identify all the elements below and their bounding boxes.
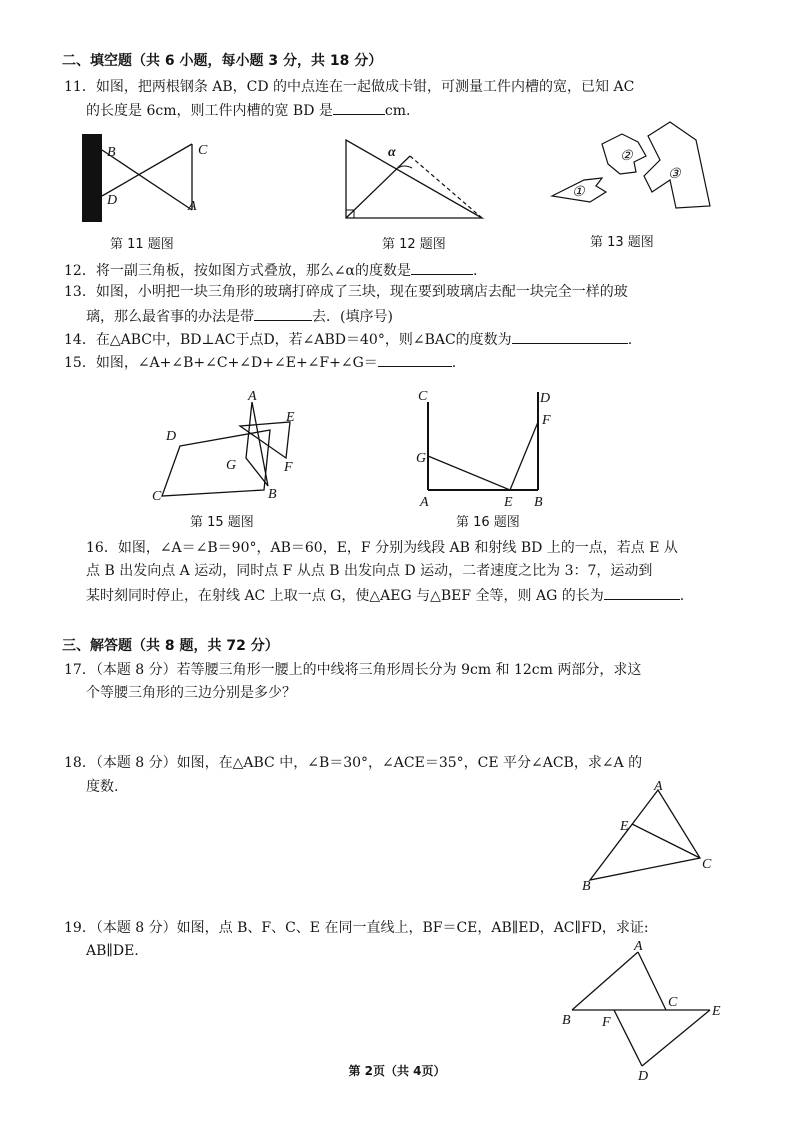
q15 [64,352,456,372]
fig13-label-2: ② [620,149,633,164]
fig12-label-alpha: α [388,145,396,160]
fig15-label-c: C [152,489,162,504]
fig19-label-e: E [712,1004,721,1019]
q16-line1: 16．如图，∠A＝∠B＝90°，AB＝60，E，F 分别为线段 AB 和射线 BD 上的一点，若点 E 从 [86,540,678,556]
fig19-label-c: C [668,995,678,1010]
q14-answer-blank[interactable] [512,329,628,344]
section-2-heading: 二、填空题（共 6 小题，每小题 3 分，共 18 分） [62,53,383,69]
fig18-label-a: A [654,779,663,794]
q14-text: 14．在△ABC中，BD⊥AC于点D，若∠ABD＝40°，则∠BAC的度数为 [64,332,512,348]
figure-15 [150,388,310,506]
q12-text: 12．将一副三角板，按如图方式叠放，那么∠α的度数是 [64,263,411,279]
fig11-label-a: A [188,199,197,214]
fig16-label-g: G [416,451,427,466]
q13-line2 [86,306,393,326]
q16-line2: 点 B 出发向点 A 运动，同时点 F 从点 B 出发向点 D 运动，二者速度之比为 3：7，运动到 [86,563,653,579]
caption-fig12: 第 12 题图 [382,237,446,252]
fig19-label-a: A [634,939,643,954]
fig16-label-c: C [418,389,428,404]
figure-18 [578,780,718,894]
caption-fig11: 第 11 题图 [110,237,174,252]
fig15-label-d: D [166,429,177,444]
q17-line1: 17．（本题 8 分）若等腰三角形一腰上的中线将三角形周长分为 9cm 和 12cm 两部分，求这 [64,662,642,678]
fig19-segment-fd [614,1010,642,1066]
section-3-heading: 三、解答题（共 8 题，共 72 分） [62,638,279,654]
q19-line2: AB∥DE. [86,943,139,959]
fig12-dashed-edge [410,156,482,218]
q16-line3 [86,585,684,605]
q15-text: 15．如图，∠A+∠B+∠C+∠D+∠E+∠F+∠G＝ [64,355,378,371]
q11-unit: cm. [384,103,411,119]
fig13-label-1: ① [572,185,585,200]
fig11-workpiece [82,134,102,222]
fig19-segment-de [642,1010,710,1066]
fig19-label-f: F [602,1015,611,1030]
page-footer: 第 2页（共 4页） [348,1064,446,1078]
figure-11 [80,132,220,228]
fig18-label-c: C [702,857,712,872]
figure-12 [342,138,488,222]
fig12-hyp-small [346,156,410,218]
figure-16 [416,384,556,510]
fig16-segment-ef [510,422,538,490]
q14 [64,329,632,349]
q12 [64,260,477,280]
q12-answer-blank[interactable] [411,260,473,275]
q15-end: . [451,355,457,371]
fig16-label-f: F [542,413,551,428]
fig13-label-3: ③ [668,167,681,182]
figure-13 [548,118,716,218]
fig16-label-b: B [534,495,543,510]
q18-line2: 度数. [86,779,119,795]
q19-line1: 19．（本题 8 分）如图，点 B、F、C、E 在同一直线上，BF＝CE，AB∥ED，AC∥FD，求证: [64,920,649,936]
fig15-label-b: B [268,487,277,502]
fig16-segment-ge [428,456,510,490]
fig19-label-b: B [562,1013,571,1028]
q18-line1: 18．（本题 8 分）如图，在△ABC 中，∠B＝30°，∠ACE＝35°，CE 平分∠ACB，求∠A 的 [64,755,643,771]
fig15-label-f: F [284,460,293,475]
fig15-label-g: G [226,458,237,473]
fig19-label-d: D [638,1069,649,1084]
caption-fig15: 第 15 题图 [190,515,254,530]
q16-text: 某时刻同时停止，在射线 AC 上取一点 G，使△AEG 与△BEF 全等，则 AG 的长为 [86,588,604,604]
fig19-segment-ac [638,952,666,1010]
fig15-quadrilateral [162,430,270,496]
q11-text: 的长度是 6cm，则工件内槽的宽 BD 是 [86,103,333,119]
q11-line1: 11．如图，把两根钢条 AB，CD 的中点连在一起做成卡钳，可测量工件内槽的宽，已知 AC [64,79,635,95]
fig15-triangle-agb [246,402,268,486]
q11-line2 [86,100,410,120]
fig12-triangle-big [346,140,482,218]
fig18-label-b: B [582,879,591,894]
q17-line2: 个等腰三角形的三边分别是多少？ [86,685,296,701]
fig16-label-a: A [420,495,429,510]
fig15-label-a: A [248,389,257,404]
q13-end: 去．(填序号) [312,309,393,325]
q15-answer-blank[interactable] [378,352,452,367]
caption-fig13: 第 13 题图 [590,235,654,250]
fig11-label-c: C [198,143,208,158]
fig16-label-e: E [504,495,513,510]
fig11-label-b: B [107,145,116,160]
figure-19 [560,938,730,1084]
fig11-label-d: D [107,193,118,208]
fig18-label-e: E [620,819,629,834]
q13-line1: 13．如图，小明把一块三角形的玻璃打碎成了三块，现在要到玻璃店去配一块完全一样的玻 [64,284,628,300]
fig18-triangle-abc [590,790,700,880]
q12-end: . [473,263,478,279]
q16-end: . [679,588,685,604]
q16-answer-blank[interactable] [604,585,680,600]
q13-answer-blank[interactable] [254,306,312,321]
fig16-label-d: D [540,391,551,406]
fig19-segment-ab [572,952,638,1010]
q11-answer-blank[interactable] [333,100,385,115]
caption-fig16: 第 16 题图 [456,515,520,530]
fig13-piece-3 [644,122,710,208]
fig15-label-e: E [286,410,295,425]
q14-end: . [627,332,633,348]
q13-text: 璃，那么最省事的办法是带 [86,309,254,325]
